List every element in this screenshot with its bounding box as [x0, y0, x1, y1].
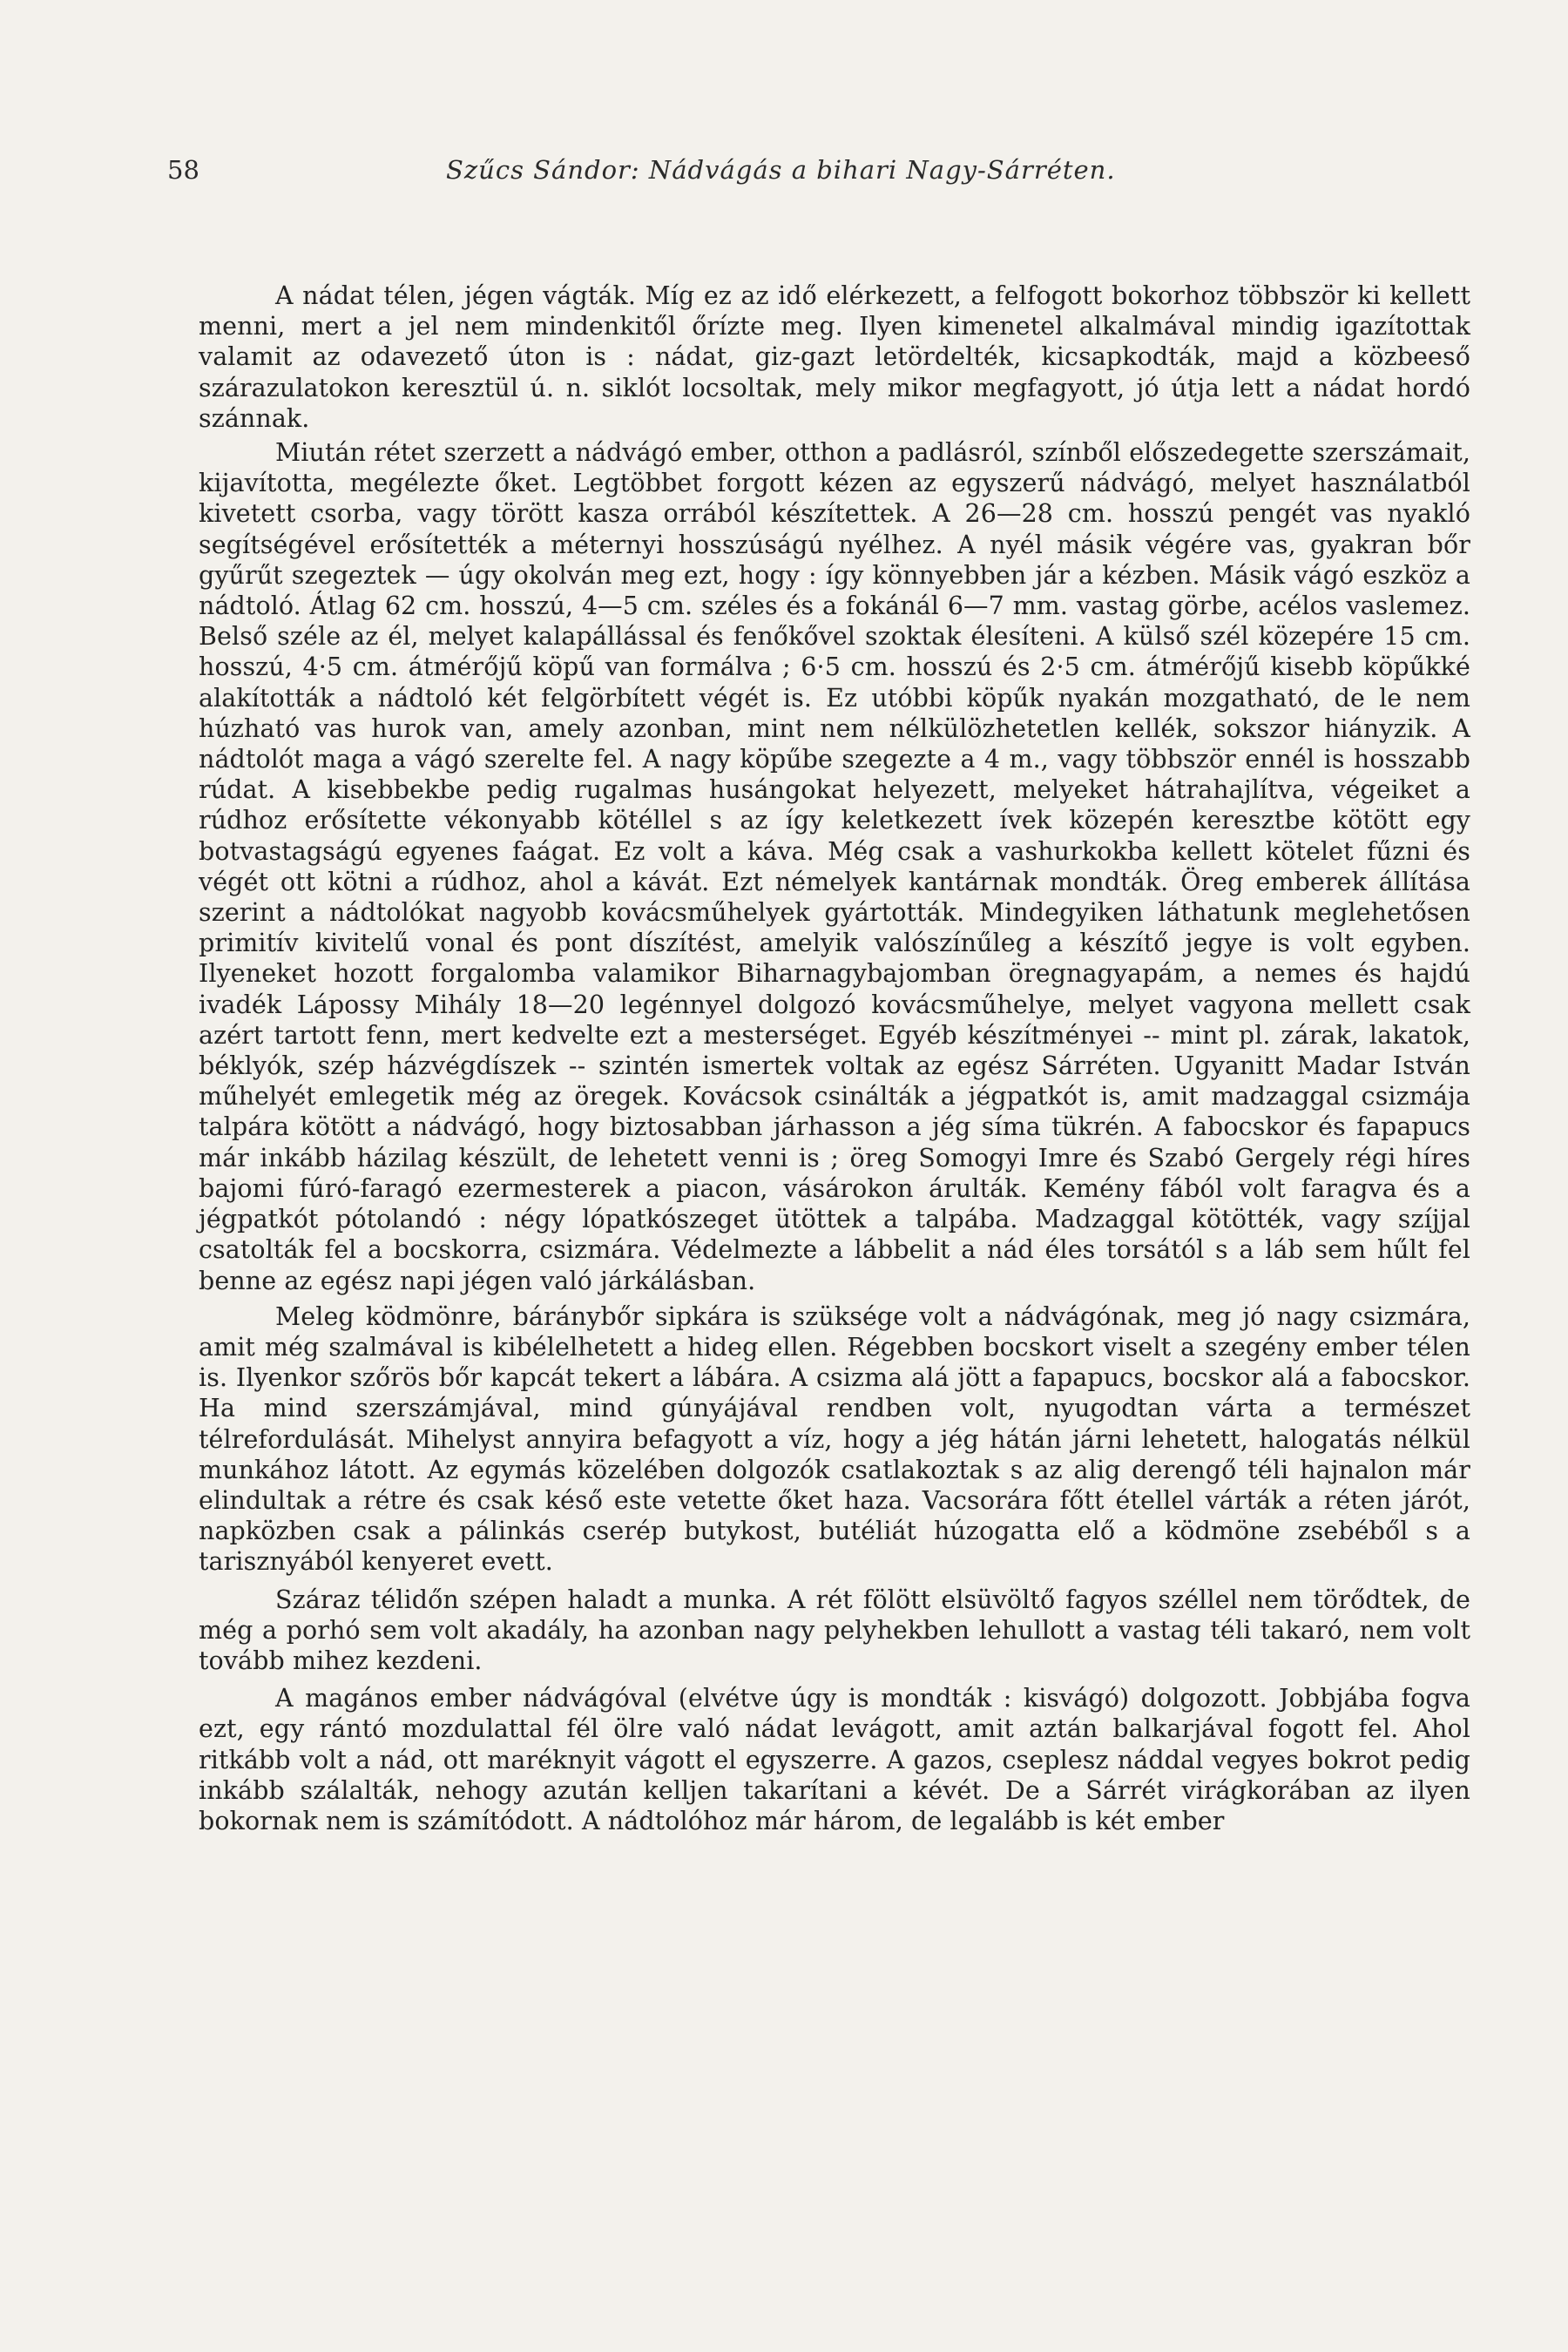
page-number: 58 — [167, 155, 199, 185]
running-head — [167, 155, 1472, 197]
paragraph: Száraz télidőn szépen haladt a munka. A rét fölött elsüvöltő fagyos széllel nem törődtek, de még a porhó sem volt akadály, ha azonban nagy pelyhekben lehullott a vastag téli takaró, nem volt tovább mihez kezdeni. — [199, 1585, 1470, 1675]
paragraph: Miután rétet szerzett a nádvágó ember, otthon a padlásról, színből előszedegette szerszámait, kijavította, megélezte őket. Legtöbbet forgott kézen az egyszerű nádvágó, melyet használatból kivetett csorba, vagy törött kasza orrából készítettek. A 26—28 cm. hosszú pengét vas nyakló segítségével erősítették a méternyi hosszúságú nyélhez. A nyél másik végére vas, gyakran bőr gyűrűt szegeztek — úgy okolván meg ezt, hogy : így könnyebben jár a kézben. Másik vágó eszköz a nádtoló. Átlag 62 cm. hosszú, 4—5 cm. széles és a fokánál 6—7 mm. vastag görbe, acélos vaslemez. Belső széle az él, melyet kalapállással és fenőkővel szoktak élesíteni. A külső szél közepére 15 cm. hosszú, 4·5 cm. átmérőjű köpű van formálva ; 6·5 cm. hosszú és 2·5 cm. átmérőjű kisebb köpűkké alakították a nádtoló két felgörbített végét is. Ez utóbbi köpűk nyakán mozgatható, de le nem húzható vas hurok van, amely azonban, mint nem nélkülözhetetlen kellék, sokszor hiányzik. A nádtolót maga a vágó szerelte fel. A nagy köpűbe szegezte a 4 m., vagy többször ennél is hosszabb rúdat. A kisebbekbe pedig rugalmas husángokat helyezett, melyeket hátrahajlítva, végeiket a rúdhoz erősítette vékonyabb kötéllel s az így keletkezett ívek közepén keresztbe kötött egy botvastagságú egyenes faágat. Ez volt a káva. Még csak a vashurkokba kellett kötelet fűzni és végét ott kötni a rúdhoz, ahol a kávát. Ezt némelyek kantárnak mondták. Öreg emberek állítása szerint a nádtolókat nagyobb kovácsműhelyek gyártották. Mindegyiken láthatunk meglehetősen primitív kivitelű vonal és pont díszítést, amelyik valószínűleg a készítő jegye is volt egyben. Ilyeneket hozott forgalomba valamikor Biharnagybajomban öregnagyapám, a nemes és hajdú ivadék Lápossy Mihály 18—20 legénnyel dolgozó kovácsműhelye, melyet vagyona mellett csak azért tartott fenn, mert kedvelte ezt a mesterséget. Egyéb készítményei -- mint pl. zárak, lakatok, béklyók, szép házvégdíszek -- szintén ismertek voltak az egész Sárréten. Ugyanitt Madar István műhelyét emlegetik még az öregek. Kovácsok csinálták a jégpatkót is, amit madzaggal csizmája talpára kötött a nádvágó, hogy biztosabban járhasson a jég síma tükrén. A fabocskor és fapapucs már inkább házilag készült, de lehetett venni is ; öreg Somogyi Imre és Szabó Gergely régi híres bajomi fúró-faragó ezermesterek a piacon, vásárokon árulták. Kemény fából volt faragva és a jégpatkót pótolandó : négy lópatkószeget ütöttek a talpába. Madzaggal kötötték, vagy szíjjal csatolták fel a bocskorra, csizmára. Védelmezte a lábbelit a nád éles torsától s a láb sem hűlt fel benne az egész napi jégen való járkálásban. — [199, 438, 1470, 1295]
body-text — [199, 280, 1470, 1836]
header-title: Szűcs Sándor: Nádvágás a bihari Nagy-Sárréten. — [446, 155, 1116, 185]
paragraph: Meleg ködmönre, báránybőr sipkára is szüksége volt a nádvágónak, meg jó nagy csizmára, amit még szalmával is kibélelhetett a hideg ellen. Régebben bocskort viselt a szegény ember télen is. Ilyenkor szőrös bőr kapcát tekert a lábára. A csizma alá jött a fapapucs, bocskor alá a fabocskor. Ha mind szerszámjával, mind gúnyájával rendben volt, nyugodtan várta a természet télrefordulását. Mihelyst annyira befagyott a víz, hogy a jég hátán járni lehetett, halogatás nélkül munkához látott. Az egymás közelében dolgozók csatlakoztak s az alig derengő téli hajnalon már elindultak a rétre és csak késő este vetette őket haza. Vacsorára főtt étellel várták a réten járót, napközben csak a pálinkás cserép butykost, butéliát húzogatta elő a ködmöne zsebéből s a tarisznyából kenyeret evett. — [199, 1301, 1470, 1577]
paragraph: A nádat télen, jégen vágták. Míg ez az idő elérkezett, a felfogott bokorhoz többször ki kellett menni, mert a jel nem mindenkitől őrízte meg. Ilyen kimenetel alkalmával mindig igazítottak valamit az odavezető úton is : nádat, giz-gazt letördelték, kicsapkodták, majd a közbeeső szárazulatokon keresztül ú. n. siklót locsoltak, mely mikor megfagyott, jó útja lett a nádat hordó szánnak. — [199, 281, 1470, 433]
paragraph: A magános ember nádvágóval (elvétve úgy is mondták : kisvágó) dolgozott. Jobbjába fogva ezt, egy rántó mozdulattal fél ölre való nádat levágott, amit aztán balkarjával fogott fel. Ahol ritkább volt a nád, ott maréknyit vágott el egyszerre. A gazos, cseplesz náddal vegyes bokrot pedig inkább szálalták, nehogy azután kelljen takarítani a kévét. De a Sárrét virágkorában az ilyen bokornak nem is számítódott. A nádtolóhoz már három, de legalább is két ember — [199, 1684, 1470, 1835]
